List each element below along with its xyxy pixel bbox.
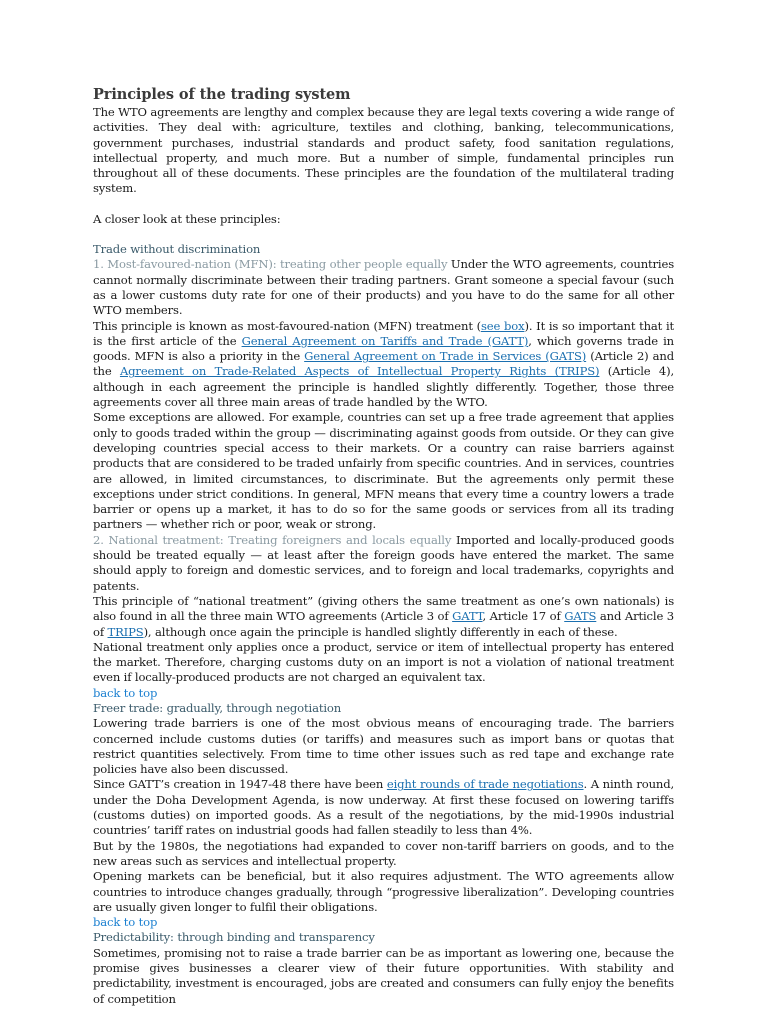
text-span: , Article 17 of: [482, 609, 565, 624]
section-heading-non-discrimination: Trade without discrimination: [93, 242, 261, 257]
text-span: (Article 4), although in each agreement the principle is handled slightly differently. Together, those three agreements cover all three main areas of trade handled by the WTO.: [93, 364, 674, 410]
predictability-paragraph: Sometimes, promising not to raise a trade barrier can be as important as lowering one, because the promise gives businesses a clearer view of their future opportunities. With stability and predictability, investment is encouraged, jobs are created and consumers can fully enjoy the benefits of competition: [93, 945, 674, 1006]
gats-article-link[interactable]: GATS: [564, 609, 597, 624]
trips-article-link[interactable]: TRIPS: [107, 624, 144, 639]
national-treatment-scope-paragraph: National treatment only applies once a product, service or item of intellectual property has entered the market. Therefore, charging customs duty on an import is not a violation of national treatment even if locally-produced products are not charged an equivalent tax.: [93, 639, 674, 685]
text-span: and Article 3 of: [93, 609, 674, 639]
gats-link[interactable]: General Agreement on Trade in Services (GATS): [304, 349, 587, 364]
text-span: ), although once again the principle is handled slightly differently in each of these.: [143, 624, 618, 639]
see-box-link[interactable]: see box: [480, 318, 525, 333]
intro-paragraph: The WTO agreements are lengthy and complex because they are legal texts covering a wide range of activities. They deal with: agriculture, textiles and clothing, banking, telecommunications, government purchases, industrial standards and product safety, food sanitation regulations, intellectual property, and much more. But a number of simple, fundamental principles run throughout all of these documents. These principles are the foundation of the multilateral trading system.: [93, 105, 674, 196]
text-span: . A ninth round, under the Doha Development Agenda, is now underway. At first these focused on lowering tariffs (customs duties) on imported goods. As a result of the negotiations, by the mid-1990s industrial countries’ tariff rates on industrial goods had fallen steadily to less than 4%.: [93, 777, 675, 838]
back-to-top-link[interactable]: back to top: [93, 685, 158, 700]
text-span: This principle is known as most-favoured-nation (MFN) treatment (: [93, 318, 481, 333]
text-span: This principle of “national treatment” (giving others the same treatment as one’s own nationals) is also found in all the three main WTO agreements (Article 3 of: [93, 593, 674, 624]
closer-look-text: A closer look at these principles:: [93, 211, 281, 226]
trips-link[interactable]: Agreement on Trade-Related Aspects of Intellectual Property Rights (TRIPS): [119, 364, 600, 379]
national-treatment-text: Imported and locally-produced goods should be treated equally — at least after the foreign goods have entered the market. The same should apply to foreign and domestic services, and to foreign and local trademarks, copyrights and patents.: [93, 532, 674, 593]
page-title: Principles of the trading system: [93, 86, 351, 103]
section-heading-freer-trade: Freer trade: gradually, through negotiation: [93, 700, 342, 715]
trade-rounds-link[interactable]: eight rounds of trade negotiations: [386, 777, 584, 792]
back-to-top-link[interactable]: back to top: [93, 915, 158, 930]
opening-markets-paragraph: Opening markets can be beneficial, but it also requires adjustment. The WTO agreements allow countries to introduce changes gradually, through “progressive liberalization”. Developing countries are usually given longer to fulfil their obligations.: [93, 869, 674, 914]
gatt-link[interactable]: General Agreement on Tariffs and Trade (GATT): [241, 333, 529, 348]
mfn-subheading: 1. Most-favoured-nation (MFN): treating other people equally: [93, 257, 448, 272]
mfn-paragraph: [93, 257, 674, 318]
mfn-text: Under the WTO agreements, countries cannot normally discriminate between their trading partners. Grant someone a special favour (such as a lower customs duty rate for one of their products) and you have to do the same for all other WTO members.: [93, 257, 674, 318]
gatt-article-link[interactable]: GATT: [452, 609, 483, 624]
national-treatment-subheading: 2. National treatment: Treating foreigners and locals equally: [93, 532, 452, 547]
section-heading-predictability: Predictability: through binding and transparency: [93, 930, 375, 945]
document-body: [93, 86, 674, 1007]
spacer: [93, 227, 674, 242]
gatt-rounds-paragraph: [93, 777, 674, 838]
text-span: Since GATT’s creation in 1947-48 there have been: [93, 777, 387, 792]
national-treatment-principle-paragraph: [93, 594, 674, 640]
non-tariff-paragraph: But by the 1980s, the negotiations had expanded to cover non-tariff barriers on goods, and to the new areas such as services and intellectual property.: [93, 838, 674, 868]
text-span: , which governs trade in goods. MFN is also a priority in the: [93, 333, 674, 364]
national-treatment-paragraph: [93, 533, 674, 594]
trade-barriers-paragraph: Lowering trade barriers is one of the most obvious means of encouraging trade. The barriers concerned include customs duties (or tariffs) and measures such as import bans or quotas that restrict quantities selectively. From time to time other issues such as red tape and exchange rate policies have also been discussed.: [93, 716, 674, 777]
text-span: ). It is so important that it is the first article of the: [93, 318, 675, 348]
mfn-principle-paragraph: [93, 319, 674, 411]
text-span: (Article 2) and the: [93, 349, 674, 379]
spacer: [93, 197, 674, 212]
exceptions-paragraph: Some exceptions are allowed. For example, countries can set up a free trade agreement that applies only to goods traded within the group — discriminating against goods from outside. Or they can give developing countries special access to their markets. Or a country can raise barriers against products that are considered to be traded unfairly from specific countries. And in services, countries are allowed, in limited circumstances, to discriminate. But the agreements only permit these exceptions under strict conditions. In general, MFN means that every time a country lowers a trade barrier or opens up a market, it has to do so for the same goods or services from all its trading partners — whether rich or poor, weak or strong.: [93, 410, 674, 532]
